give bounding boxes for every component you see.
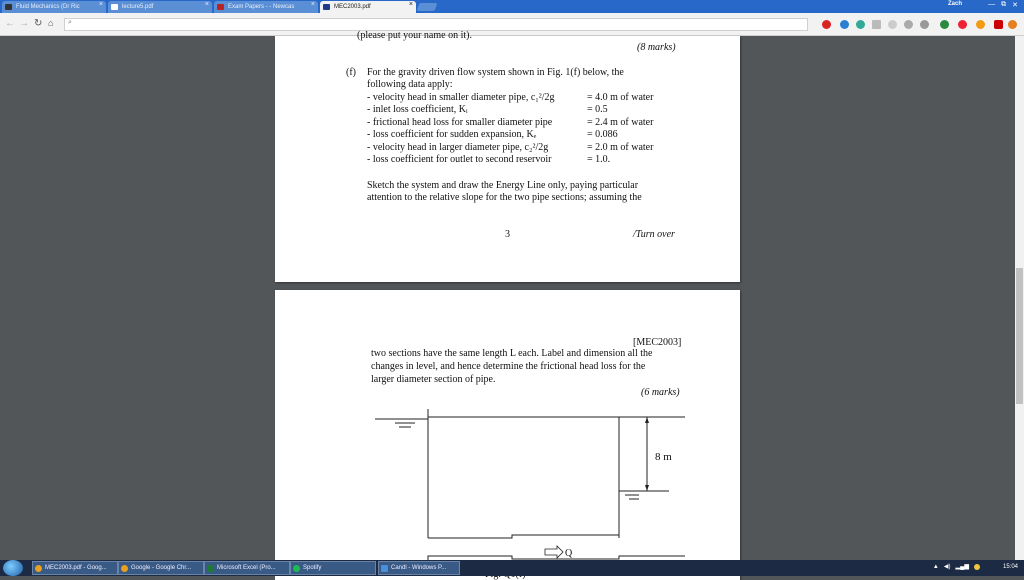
forward-icon[interactable]: →	[19, 18, 29, 29]
taskbar-item-label: Candl - Windows P...	[391, 565, 447, 571]
sketch-instruction: Sketch the system and draw the Energy Line only, paying particular	[367, 180, 639, 191]
taskbar-item[interactable]	[378, 561, 460, 575]
reservoir-pipe-figure	[275, 290, 740, 580]
course-code-header: [MEC2003]	[633, 337, 682, 348]
extension-icon[interactable]	[888, 20, 897, 29]
taskbar-item[interactable]	[290, 561, 376, 575]
taskbar-item[interactable]	[118, 561, 204, 575]
pdf-page-4	[275, 290, 740, 580]
extension-icon[interactable]	[958, 20, 967, 29]
sketch-instruction: attention to the relative slope for the two pipe sections; assuming the	[367, 192, 642, 203]
close-icon[interactable]: ×	[408, 1, 413, 8]
chrome-icon	[121, 565, 128, 572]
question-intro: following data apply:	[367, 79, 453, 90]
clock[interactable]: 15:04	[1002, 563, 1018, 570]
close-icon[interactable]: ×	[98, 1, 103, 8]
extension-icon[interactable]	[856, 20, 865, 29]
browser-tab-bar	[0, 0, 1024, 13]
question-text: larger diameter section of pipe.	[371, 374, 496, 385]
pdf-page-3	[275, 30, 740, 282]
tab-exam-papers[interactable]	[214, 1, 318, 13]
taskbar-item-label: Microsoft Excel (Pro...	[217, 565, 276, 571]
cut-text: (please put your name on it).	[357, 30, 472, 41]
windows-taskbar	[0, 560, 1024, 576]
globe-extension-icon[interactable]	[840, 20, 849, 29]
window-controls	[988, 1, 1018, 9]
tab-mec2003[interactable]	[320, 1, 416, 13]
tab-fluid-mechanics[interactable]	[2, 1, 106, 13]
data-item-label: - loss coefficient for outlet to second reservoir	[367, 154, 552, 165]
turn-over-label: /Turn over	[633, 229, 675, 240]
maximize-button[interactable]: ⧉	[1001, 1, 1007, 8]
data-item-value: = 2.0 m of water	[587, 142, 654, 153]
reload-icon[interactable]: ↻	[34, 18, 43, 29]
minimize-button[interactable]: —	[988, 1, 996, 8]
data-item-label: - frictional head loss for smaller diameter pipe	[367, 117, 553, 128]
show-hidden-icon[interactable]: ▲	[932, 563, 939, 570]
blackboard-icon	[5, 4, 12, 10]
tab-lecture5[interactable]	[108, 1, 212, 13]
question-intro: For the gravity driven flow system shown in Fig. 1(f) below, the	[367, 67, 624, 78]
profile-name[interactable]: Zach	[948, 1, 963, 7]
window-icon	[381, 565, 388, 572]
scrollbar-thumb[interactable]	[1016, 268, 1023, 404]
search-icon: ⌕	[68, 19, 72, 26]
data-item-label: - velocity head in smaller diameter pipe, c₁²/2g	[367, 92, 555, 103]
spotify-icon	[293, 565, 300, 572]
start-button[interactable]	[3, 560, 23, 576]
system-tray	[933, 563, 1018, 570]
menu-icon[interactable]	[994, 20, 1003, 29]
extension-icon[interactable]	[904, 20, 913, 29]
taskbar-item[interactable]	[32, 561, 118, 575]
taskbar-item[interactable]	[204, 561, 290, 575]
opera-extension-icon[interactable]	[822, 20, 831, 29]
pdf-viewer[interactable]	[0, 30, 1024, 560]
chrome-icon	[35, 565, 42, 572]
tab-label: Exam Papers - - Newcas	[228, 4, 295, 10]
data-item-value: = 1.0.	[587, 154, 611, 165]
flow-label: Q	[565, 548, 573, 559]
data-item-value: = 4.0 m of water	[587, 92, 654, 103]
new-tab-button[interactable]	[417, 3, 438, 11]
extension-icon[interactable]	[872, 20, 881, 29]
home-icon[interactable]: ⌂	[48, 18, 54, 28]
question-text: changes in level, and hence determine the frictional head loss for the	[371, 361, 646, 372]
close-icon[interactable]: ×	[310, 1, 315, 8]
browser-toolbar	[0, 13, 1024, 36]
extension-icon[interactable]	[976, 20, 985, 29]
dimension-arrow-bottom	[645, 485, 649, 491]
question-label: (f)	[346, 67, 356, 78]
question-text: two sections have the same length L each. Label and dimension all the	[371, 348, 653, 359]
extension-icon[interactable]	[1008, 20, 1017, 29]
data-item-label: - loss coefficient for sudden expansion, Kₑ	[367, 129, 537, 140]
dimension-label: 8 m	[655, 451, 672, 463]
university-shield-icon	[217, 4, 224, 10]
back-icon[interactable]: ←	[5, 18, 15, 29]
tab-label: MEC2003.pdf	[334, 4, 371, 10]
pipe-upper-wall	[428, 535, 619, 538]
signal-icon[interactable]: ▂▄▆	[955, 564, 969, 570]
taskbar-item-label: MEC2003.pdf - Goog...	[45, 565, 107, 571]
data-item-label: - velocity head in larger diameter pipe, c₂²/2g	[367, 142, 549, 153]
data-item-value: = 0.5	[587, 104, 608, 115]
flow-arrow	[545, 546, 563, 558]
marks-label: (6 marks)	[641, 387, 680, 398]
tab-label: Fluid Mechanics (Dr Ric	[16, 4, 80, 10]
extension-icon[interactable]	[940, 20, 949, 29]
page-number: 3	[505, 229, 510, 240]
extension-icon[interactable]	[920, 20, 929, 29]
taskbar-item-label: Google - Google Chr...	[131, 565, 192, 571]
close-icon[interactable]: ×	[204, 1, 209, 8]
volume-icon[interactable]: ◀)	[943, 564, 951, 570]
marks-label: (8 marks)	[637, 42, 676, 53]
excel-icon	[207, 565, 214, 572]
tab-label: lecture5.pdf	[122, 4, 154, 10]
document-icon	[111, 4, 118, 10]
data-item-value: = 2.4 m of water	[587, 117, 654, 128]
dimension-arrow-top	[645, 417, 649, 423]
close-window-button[interactable]: ✕	[1012, 2, 1018, 9]
data-item-value: = 0.086	[587, 129, 618, 140]
data-item-label: - inlet loss coefficient, Kᵢ	[367, 104, 468, 115]
university-shield-icon	[323, 4, 330, 10]
network-icon[interactable]	[974, 564, 980, 570]
taskbar-item-label: Spotify	[303, 565, 322, 571]
